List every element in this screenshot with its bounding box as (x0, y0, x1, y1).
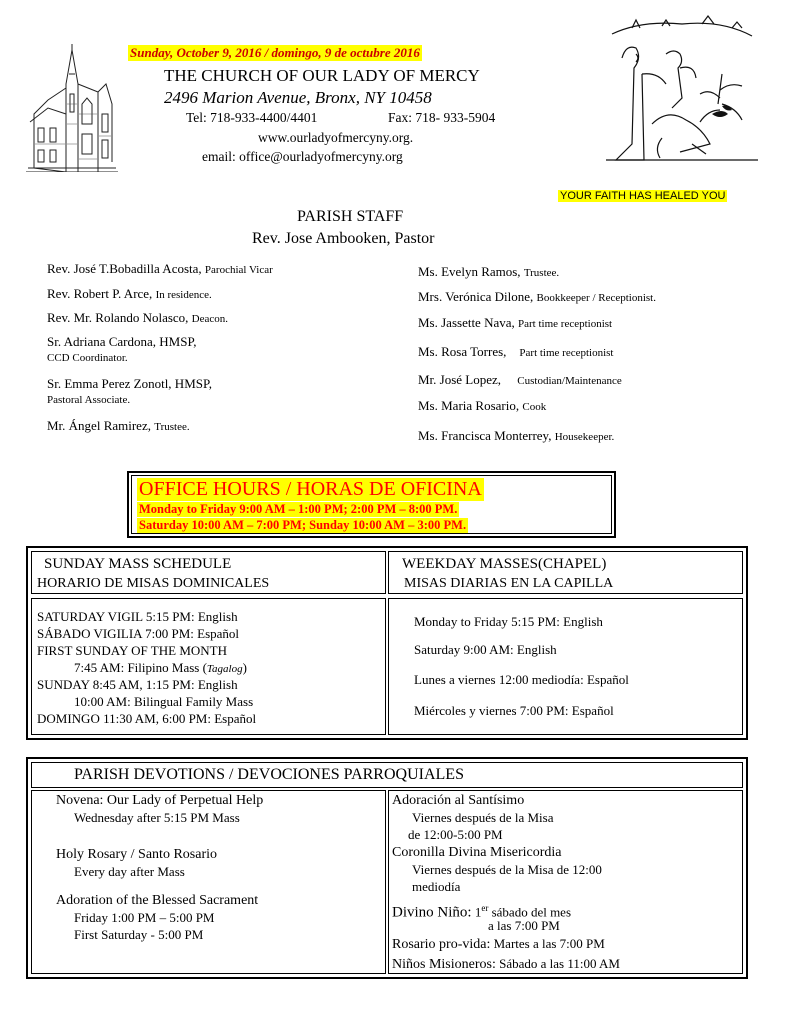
sunday-subheading: HORARIO DE MISAS DOMINICALES (37, 576, 270, 591)
staff-member: Ms. Maria Rosario, Cook (418, 398, 547, 413)
email-address[interactable]: email: office@ourladyofmercyny.org (202, 149, 403, 164)
devotion-time: Wednesday after 5:15 PM Mass (74, 810, 240, 825)
devotion-title: Coronilla Divina Misericordia (392, 845, 562, 860)
staff-title: PARISH STAFF (297, 208, 404, 225)
weekday-mass-line: Miércoles y viernes 7:00 PM: Español (414, 703, 614, 718)
staff-member: Mr. Ángel Ramirez, Trustee. (47, 418, 190, 433)
staff-member: Ms. Rosa Torres, Part time receptionist (418, 344, 614, 359)
devotion-time: de 12:00-5:00 PM (408, 827, 503, 842)
website-link[interactable]: www.ourladyofmercyny.org. (258, 130, 414, 145)
staff-member: Rev. Mr. Rolando Nolasco, Deacon. (47, 310, 229, 325)
devotion-time: Viernes después de la Misa (412, 810, 554, 825)
church-building-sketch (26, 44, 118, 172)
devotions-heading: PARISH DEVOTIONS / DEVOCIONES PARROQUIALES (74, 766, 464, 783)
devotion-line: Niños Misioneros: Sábado a las 11:00 AM (392, 956, 620, 972)
weekday-mass-line: Monday to Friday 5:15 PM: English (414, 614, 603, 629)
staff-member: Mrs. Verónica Dilone, Bookkeeper / Receptionist. (418, 289, 656, 304)
bulletin-date: Sunday, October 9, 2016 / domingo, 9 de octubre 2016 (130, 45, 420, 60)
weekday-mass-line: Lunes a viernes 12:00 mediodía: Español (414, 672, 629, 687)
staff-member: Sr. Emma Perez Zonotl, HMSP, Pastoral Associate. (47, 376, 213, 406)
staff-member: Sr. Adriana Cardona, HMSP, CCD Coordinator. (47, 334, 197, 364)
mass-line: SATURDAY VIGIL 5:15 PM: English (37, 609, 238, 624)
office-hours-title: OFFICE HOURS / HORAS DE OFICINA (139, 478, 482, 500)
staff-member: Rev. Robert P. Arce, In residence. (47, 286, 212, 301)
devotion-line: Rosario pro-vida: Martes a las 7:00 PM (392, 936, 605, 952)
staff-pastor: Rev. Jose Ambooken, Pastor (252, 230, 435, 247)
staff-member: Ms. Evelyn Ramos, Trustee. (418, 264, 560, 279)
weekday-subheading: MISAS DIARIAS EN LA CAPILLA (404, 576, 614, 591)
devotion-title: Adoration of the Blessed Sacrament (56, 893, 259, 908)
gospel-theme: YOUR FAITH HAS HEALED YOU (560, 190, 726, 202)
devotion-line: Divino Niño: 1er sábado del mes (392, 903, 572, 921)
sunday-heading: SUNDAY MASS SCHEDULE (44, 556, 232, 572)
mass-line: 7:45 AM: Filipino Mass (Tagalog) (74, 660, 247, 675)
church-address: 2496 Marion Avenue, Bronx, NY 10458 (164, 88, 432, 107)
mass-line: DOMINGO 11:30 AM, 6:00 PM: Español (37, 711, 257, 726)
mass-line: SÁBADO VIGILIA 7:00 PM: Español (37, 626, 240, 641)
weekday-mass-line: Saturday 9:00 AM: English (414, 642, 557, 657)
church-name: THE CHURCH OF OUR LADY OF MERCY (164, 66, 480, 85)
staff-member: Rev. José T.Bobadilla Acosta, Parochial Vicar (47, 261, 273, 276)
office-hours-weekend: Saturday 10:00 AM – 7:00 PM; Sunday 10:00 AM – 3:00 PM. (139, 518, 467, 532)
devotion-title: Holy Rosary / Santo Rosario (56, 847, 217, 862)
mass-line: 10:00 AM: Bilingual Family Mass (74, 694, 254, 709)
mass-line: SUNDAY 8:45 AM, 1:15 PM: English (37, 677, 238, 692)
staff-member: Mr. José Lopez, Custodian/Maintenance (418, 372, 622, 387)
mass-line: FIRST SUNDAY OF THE MONTH (37, 643, 227, 658)
devotion-time: a las 7:00 PM (488, 918, 560, 933)
devotion-time: First Saturday - 5:00 PM (74, 927, 204, 942)
devotion-title: Adoración al Santísimo (392, 793, 525, 808)
devotion-time: mediodía (412, 879, 461, 894)
staff-member: Ms. Francisca Monterrey, Housekeeper. (418, 428, 615, 443)
weekday-heading: WEEKDAY MASSES(CHAPEL) (402, 556, 607, 572)
phone-number: Tel: 718-933-4400/4401 (186, 110, 318, 125)
devotion-time: Viernes después de la Misa de 12:00 (412, 862, 602, 877)
fax-number: Fax: 718- 933-5904 (388, 110, 496, 125)
office-hours-weekday: Monday to Friday 9:00 AM – 1:00 PM; 2:00 PM – 8:00 PM. (139, 502, 458, 516)
devotion-title: Novena: Our Lady of Perpetual Help (56, 793, 264, 808)
devotion-time: Friday 1:00 PM – 5:00 PM (74, 910, 215, 925)
staff-member: Ms. Jassette Nava, Part time receptionist (418, 315, 613, 330)
jesus-healing-sketch (602, 14, 762, 164)
devotion-time: Every day after Mass (74, 864, 185, 879)
